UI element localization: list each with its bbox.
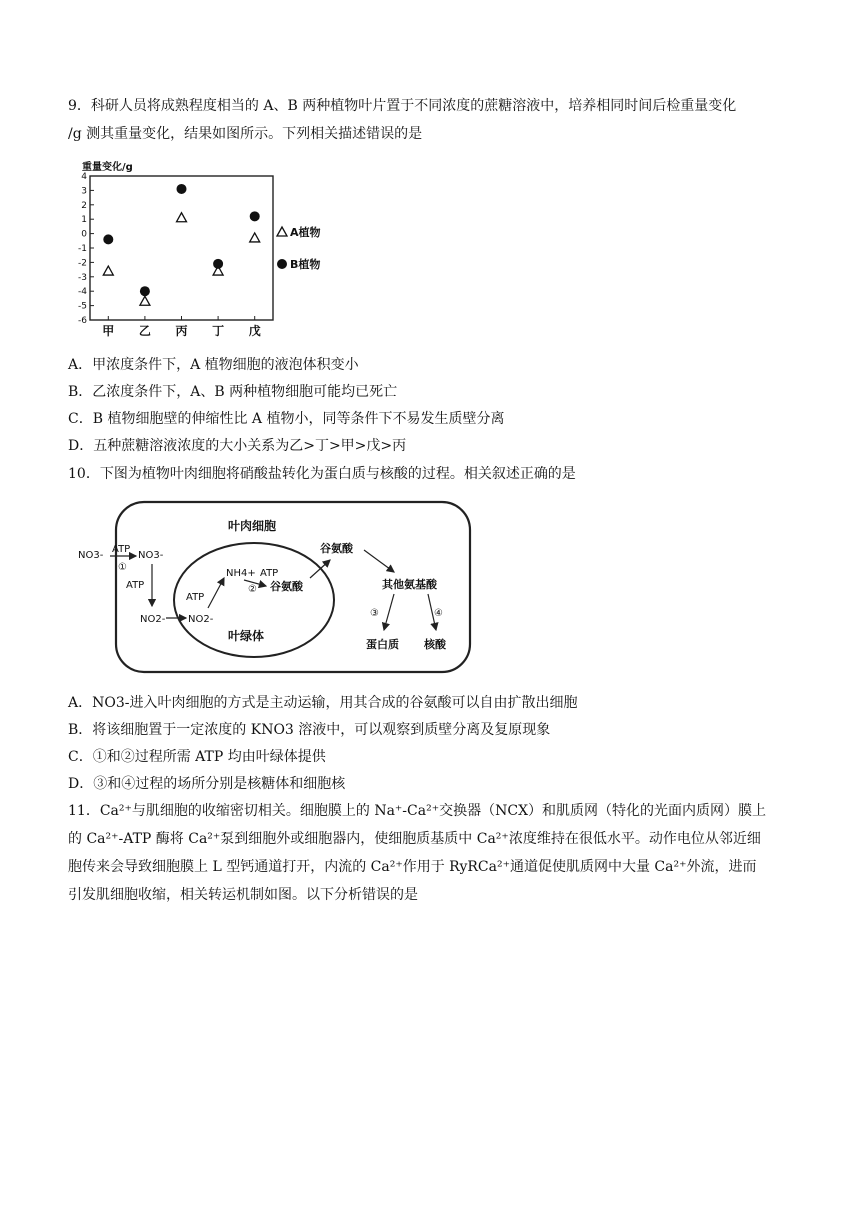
atp-label-1: ATP <box>112 544 131 555</box>
series-b-point <box>213 259 223 269</box>
no2-to-nh4-arrow <box>208 578 224 608</box>
x-axis <box>102 316 260 338</box>
series-b-point <box>177 184 187 194</box>
series-a-point <box>177 213 187 222</box>
q9-stem-line2: /g 测其重量变化，结果如图所示。下列相关描述错误的是 <box>68 126 423 142</box>
q9-option-d: D．五种蔗糖溶液浓度的大小关系为乙>丁>甲>戊>丙 <box>68 438 407 454</box>
series-a-point <box>250 233 260 242</box>
q9-option-b: B．乙浓度条件下，A、B 两种植物细胞可能均已死亡 <box>68 384 398 400</box>
no2-inside: NO2- <box>188 614 214 625</box>
protein-label: 蛋白质 <box>366 638 399 651</box>
y-tick-label: -3 <box>78 272 87 283</box>
aa-to-protein-arrow <box>384 594 394 630</box>
chart-legend <box>277 225 321 271</box>
q10-nitrate-diagram <box>68 494 478 680</box>
series-b-point <box>140 286 150 296</box>
q10-option-b: B．将该细胞置于一定浓度的 KNO3 溶液中，可以观察到质壁分离及复原现象 <box>68 722 551 738</box>
y-tick-label: -1 <box>78 244 87 254</box>
q9-option-a: A．甲浓度条件下，A 植物细胞的液泡体积变小 <box>68 357 359 373</box>
step-1-label: ① <box>118 562 127 573</box>
chloroplast-label: 叶绿体 <box>228 629 265 643</box>
chart-points <box>103 184 259 305</box>
no3-outside: NO3- <box>78 550 104 561</box>
series-b-point <box>250 211 260 221</box>
nucleic-acid-label: 核酸 <box>424 638 446 651</box>
q9-scatter-chart <box>68 154 348 342</box>
series-a-point <box>103 266 113 275</box>
y-axis <box>78 172 94 326</box>
step-4-label: ④ <box>434 608 443 619</box>
atp-label-nh4: ATP <box>260 568 279 579</box>
q9-option-c: C．B 植物细胞壁的伸缩性比 A 植物小，同等条件下不易发生质壁分离 <box>68 411 505 427</box>
legend-triangle-marker <box>277 227 287 236</box>
y-tick-label: -4 <box>78 287 87 298</box>
y-tick-label: 2 <box>81 200 87 211</box>
y-tick-label: -6 <box>78 316 87 326</box>
legend-label-a: A植物 <box>290 226 321 239</box>
atp-label-chloroplast: ATP <box>186 592 205 603</box>
plot-frame <box>90 176 273 320</box>
x-tick-label: 戊 <box>248 324 261 338</box>
x-tick-label: 乙 <box>138 324 151 338</box>
series-a-point <box>140 296 150 305</box>
q11-stem-line1: 11．Ca²⁺与肌细胞的收缩密切相关。细胞膜上的 Na⁺-Ca²⁺交换器（NCX）和肌质网（特化的光面内质网）膜上 <box>68 803 767 819</box>
no2-outside: NO2- <box>140 614 166 625</box>
glutamate-outside: 谷氨酸 <box>320 542 353 555</box>
q10-option-c: C．①和②过程所需 ATP 均由叶绿体提供 <box>68 749 326 765</box>
other-amino-acids: 其他氨基酸 <box>382 578 437 591</box>
nh4-label: NH4+ <box>226 568 256 579</box>
x-tick-label: 丁 <box>212 324 225 338</box>
series-b-point <box>103 234 113 244</box>
glutamate-inside: 谷氨酸 <box>270 580 303 593</box>
y-tick-label: 4 <box>81 172 87 182</box>
y-tick-label: -5 <box>78 301 87 312</box>
q11-stem-line3: 胞传来会导致细胞膜上 L 型钙通道打开，内流的 Ca²⁺作用于 RyRCa²⁺通道促使肌质网中大量 Ca²⁺外流，进而 <box>68 859 757 875</box>
step-2-label: ② <box>248 584 257 595</box>
x-tick-label: 丙 <box>175 324 188 338</box>
atp-label-down: ATP <box>126 580 145 591</box>
step-3-label: ③ <box>370 608 379 619</box>
y-tick-label: 0 <box>81 229 87 240</box>
q11-stem-line4: 引发肌细胞收缩，相关转运机制如图。以下分析错误的是 <box>68 887 418 903</box>
q9-stem-line1: 9．科研人员将成熟程度相当的 A、B 两种植物叶片置于不同浓度的蔗糖溶液中，培养相同时间后检重量变化 <box>68 98 737 114</box>
q10-option-d: D．③和④过程的场所分别是核糖体和细胞核 <box>68 776 346 792</box>
chart-ylabel: 重量变化/g <box>82 162 133 173</box>
legend-label-b: B植物 <box>290 258 321 271</box>
no3-inside: NO3- <box>138 550 164 561</box>
q11-stem-line2: 的 Ca²⁺-ATP 酶将 Ca²⁺泵到细胞外或细胞器内，使细胞质基质中 Ca²⁺浓度维持在很低水平。动作电位从邻近细 <box>68 831 761 847</box>
glu-to-aa-arrow <box>364 550 394 572</box>
y-tick-label: 1 <box>81 215 87 226</box>
y-tick-label: -2 <box>78 258 87 269</box>
q10-option-a: A．NO3-进入叶肉细胞的方式是主动运输，用其合成的谷氨酸可以自由扩散出细胞 <box>68 695 578 711</box>
x-tick-label: 甲 <box>102 324 115 338</box>
y-tick-label: 3 <box>81 186 87 197</box>
q10-stem: 10．下图为植物叶肉细胞将硝酸盐转化为蛋白质与核酸的过程。相关叙述正确的是 <box>68 466 576 482</box>
cell-label: 叶肉细胞 <box>228 519 277 533</box>
legend-circle-marker <box>277 259 287 269</box>
